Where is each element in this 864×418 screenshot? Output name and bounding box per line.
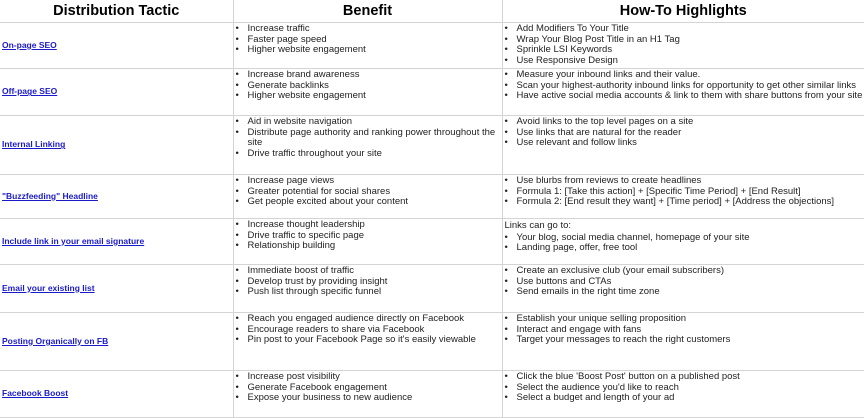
benefit-item: • Distribute page authority and ranking power throughout the site <box>234 128 502 149</box>
tactic-cell <box>0 265 233 313</box>
benefit-item: • Develop trust by providing insight <box>234 277 502 288</box>
howto-item: • Scan your highest-authority inbound links for opportunity to get other similar links <box>503 81 864 92</box>
howto-list <box>503 69 864 102</box>
howto-item: • Use relevant and follow links <box>503 138 864 149</box>
header-distribution-tactic: Distribution Tactic <box>0 0 233 23</box>
howto-list <box>503 175 864 208</box>
benefit-cell <box>233 23 502 69</box>
benefit-cell <box>233 371 502 418</box>
tactic-link[interactable]: "Buzzfeeding" Headline <box>2 190 98 201</box>
howto-item: • Establish your unique selling proposition <box>503 314 864 325</box>
benefit-item: • Higher website engagement <box>234 91 502 102</box>
howto-list <box>503 371 864 404</box>
howto-list <box>503 116 864 149</box>
howto-item: • Target your messages to reach the right customers <box>503 335 864 346</box>
benefit-cell <box>233 69 502 116</box>
benefit-item: • Higher website engagement <box>234 45 502 56</box>
howto-item: • Use Responsive Design <box>503 56 864 67</box>
benefit-list <box>234 23 502 56</box>
benefit-list <box>234 116 502 159</box>
howto-list <box>503 313 864 346</box>
howto-item: • Avoid links to the top level pages on a site <box>503 117 864 128</box>
benefit-item: • Faster page speed <box>234 35 502 46</box>
howto-item: • Wrap Your Blog Post Title in an H1 Tag <box>503 35 864 46</box>
benefit-item: • Drive traffic throughout your site <box>234 149 502 160</box>
tactic-link[interactable]: Email your existing list <box>2 282 95 293</box>
header-row <box>0 0 864 23</box>
benefit-cell <box>233 219 502 265</box>
benefit-item: • Generate Facebook engagement <box>234 383 502 394</box>
table-row <box>0 23 864 69</box>
howto-item: • Your blog, social media channel, homepage of your site <box>503 233 864 244</box>
howto-cell <box>502 371 864 418</box>
table-row <box>0 116 864 175</box>
tactic-link[interactable]: Internal Linking <box>2 139 66 150</box>
howto-cell <box>502 175 864 219</box>
howto-item: • Formula 1: [Take this action] + [Specific Time Period] + [End Result] <box>503 187 864 198</box>
benefit-list <box>234 69 502 102</box>
howto-list <box>503 265 864 298</box>
howto-item: • Landing page, offer, free tool <box>503 243 864 254</box>
howto-item: • Interact and engage with fans <box>503 325 864 336</box>
table-row <box>0 313 864 371</box>
howto-item: • Select a budget and length of your ad <box>503 393 864 404</box>
howto-cell <box>502 116 864 175</box>
tactic-cell <box>0 116 233 175</box>
howto-cell <box>502 313 864 371</box>
table-row <box>0 69 864 116</box>
tactic-cell <box>0 69 233 116</box>
howto-item: • Create an exclusive club (your email subscribers) <box>503 266 864 277</box>
howto-item: • Formula 2: [End result they want] + [Time period] + [Address the objections] <box>503 197 864 208</box>
header-benefit: Benefit <box>233 0 502 23</box>
table-row <box>0 265 864 313</box>
benefit-list <box>234 313 502 346</box>
tactic-cell <box>0 175 233 219</box>
howto-item: • Use links that are natural for the reader <box>503 128 864 139</box>
benefit-cell <box>233 313 502 371</box>
benefit-item: • Relationship building <box>234 241 502 252</box>
table-row <box>0 175 864 219</box>
benefit-item: • Immediate boost of traffic <box>234 266 502 277</box>
benefit-item: • Increase post visibility <box>234 372 502 383</box>
table-row <box>0 371 864 418</box>
howto-cell <box>502 219 864 265</box>
howto-lead-text: Links can go to: <box>504 220 572 231</box>
benefit-item: • Push list through specific funnel <box>234 287 502 298</box>
benefit-item: • Reach you engaged audience directly on Facebook <box>234 314 502 325</box>
benefit-cell <box>233 116 502 175</box>
benefit-item: • Aid in website navigation <box>234 117 502 128</box>
howto-item: • Have active social media accounts & link to them with share buttons from your site <box>503 91 864 102</box>
benefit-list <box>234 371 502 404</box>
howto-item: • Sprinkle LSI Keywords <box>503 45 864 56</box>
howto-item: • Use blurbs from reviews to create headlines <box>503 176 864 187</box>
benefit-item: • Encourage readers to share via Facebook <box>234 325 502 336</box>
benefit-list <box>234 265 502 298</box>
howto-item: • Select the audience you'd like to reach <box>503 383 864 394</box>
benefit-cell <box>233 175 502 219</box>
benefit-item: • Greater potential for social shares <box>234 187 502 198</box>
howto-item: • Send emails in the right time zone <box>503 287 864 298</box>
howto-item: • Use buttons and CTAs <box>503 277 864 288</box>
benefit-item: • Drive traffic to specific page <box>234 231 502 242</box>
benefit-item: • Increase thought leadership <box>234 220 502 231</box>
benefit-list <box>234 175 502 208</box>
table-row <box>0 219 864 265</box>
howto-list <box>503 23 864 66</box>
howto-item: • Measure your inbound links and their value. <box>503 70 864 81</box>
howto-cell <box>502 69 864 116</box>
tactic-cell <box>0 219 233 265</box>
tactic-link[interactable]: Include link in your email signature <box>2 235 145 246</box>
tactic-link[interactable]: On-page SEO <box>2 39 57 50</box>
tactic-cell <box>0 313 233 371</box>
howto-cell <box>502 23 864 69</box>
benefit-item: • Increase traffic <box>234 24 502 35</box>
tactic-link[interactable]: Posting Organically on FB <box>2 335 109 346</box>
tactic-cell <box>0 23 233 69</box>
benefit-cell <box>233 265 502 313</box>
benefit-item: • Expose your business to new audience <box>234 393 502 404</box>
howto-list <box>503 232 864 254</box>
howto-item: • Add Modifiers To Your Title <box>503 24 864 35</box>
tactic-link[interactable]: Facebook Boost <box>2 388 69 399</box>
tactic-link[interactable]: Off-page SEO <box>2 86 58 97</box>
howto-cell <box>502 265 864 313</box>
benefit-list <box>234 219 502 252</box>
benefit-item: • Get people excited about your content <box>234 197 502 208</box>
benefit-item: • Increase brand awareness <box>234 70 502 81</box>
header-how-to-highlights: How-To Highlights <box>502 0 864 23</box>
benefit-item: • Increase page views <box>234 176 502 187</box>
tactic-cell <box>0 371 233 418</box>
benefit-item: • Pin post to your Facebook Page so it's easily viewable <box>234 335 502 346</box>
howto-item: • Click the blue 'Boost Post' button on a published post <box>503 372 864 383</box>
benefit-item: • Generate backlinks <box>234 81 502 92</box>
